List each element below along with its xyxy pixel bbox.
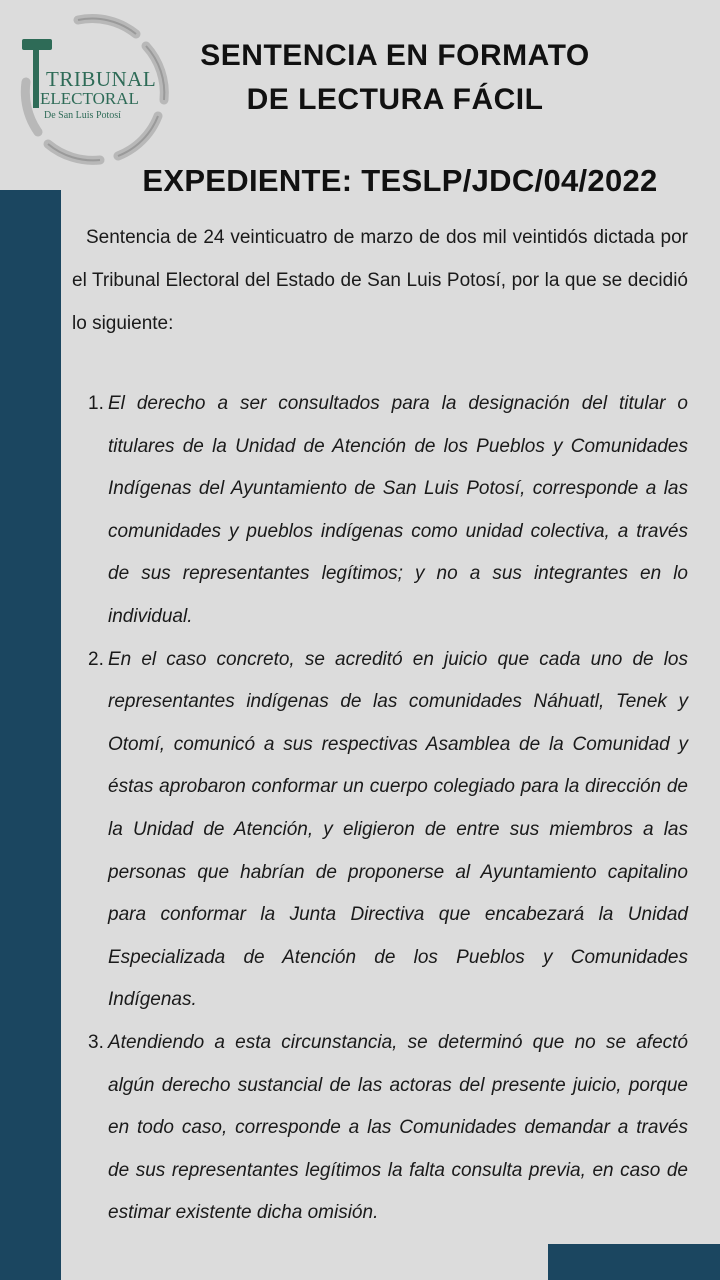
logo-text-location: De San Luis Potosí <box>44 110 121 121</box>
page-title-line1: SENTENCIA EN FORMATO <box>200 39 590 72</box>
case-number-heading: EXPEDIENTE: TESLP/JDC/04/2022 <box>142 163 658 198</box>
logo-text-tribunal: TRIBUNAL <box>46 67 157 91</box>
list-item-number: 2. <box>88 648 104 670</box>
page-title-line2: DE LECTURA FÁCIL <box>246 83 544 116</box>
list-item-text: En el caso concreto, se acreditó en juicio que cada uno de los representantes indígenas de las comunidades Náhuatl, Tenek y Otomí, comunicó a sus respectivas Asamblea de la Comunidad y éstas aprobaron conformar un cuerpo colegiado para la dirección de la Unidad de Atención, y eligieron de entre sus miembros a las personas que habrían de proponerse al Ayuntamiento capitalino para conformar la Junta Directiva que encabezará la Unidad Especializada de Atención de los Pueblos y Comunidades Indígenas. <box>108 648 688 1011</box>
resolutions-list <box>72 383 688 1235</box>
page-title <box>172 34 618 122</box>
list-item-text: El derecho a ser consultados para la designación del titular o titulares de la Unidad de Atención de los Pueblos y Comunidades Indígenas del Ayuntamiento de San Luis Potosí, corresponde a las comunidades y pueblos indígenas como unidad colectiva, a través de sus representantes legítimos; y no a sus integrantes en lo individual. <box>108 393 688 627</box>
left-accent-bar <box>0 190 61 1280</box>
list-item <box>72 1022 688 1235</box>
list-item-text: Atendiendo a esta circunstancia, se determinó que no se afectó algún derecho sustancial de las actoras del presente juicio, porque en todo caso, corresponde a las Comunidades demandar a través de sus representantes legítimos la falta consulta previa, en caso de estimar existente dicha omisión. <box>108 1031 688 1224</box>
logo-text-electoral: ELECTORAL <box>40 89 139 108</box>
tribunal-logo <box>18 12 172 166</box>
list-item-number: 3. <box>88 1031 104 1053</box>
list-item <box>72 383 688 639</box>
intro-paragraph: Sentencia de 24 veinticuatro de marzo de dos mil veintidós dictada por el Tribunal Electoral del Estado de San Luis Potosí, por la que se decidió lo siguiente: <box>72 227 688 334</box>
list-item <box>72 639 688 1022</box>
bottom-accent-bar <box>548 1244 720 1280</box>
list-item-number: 1. <box>88 393 104 414</box>
